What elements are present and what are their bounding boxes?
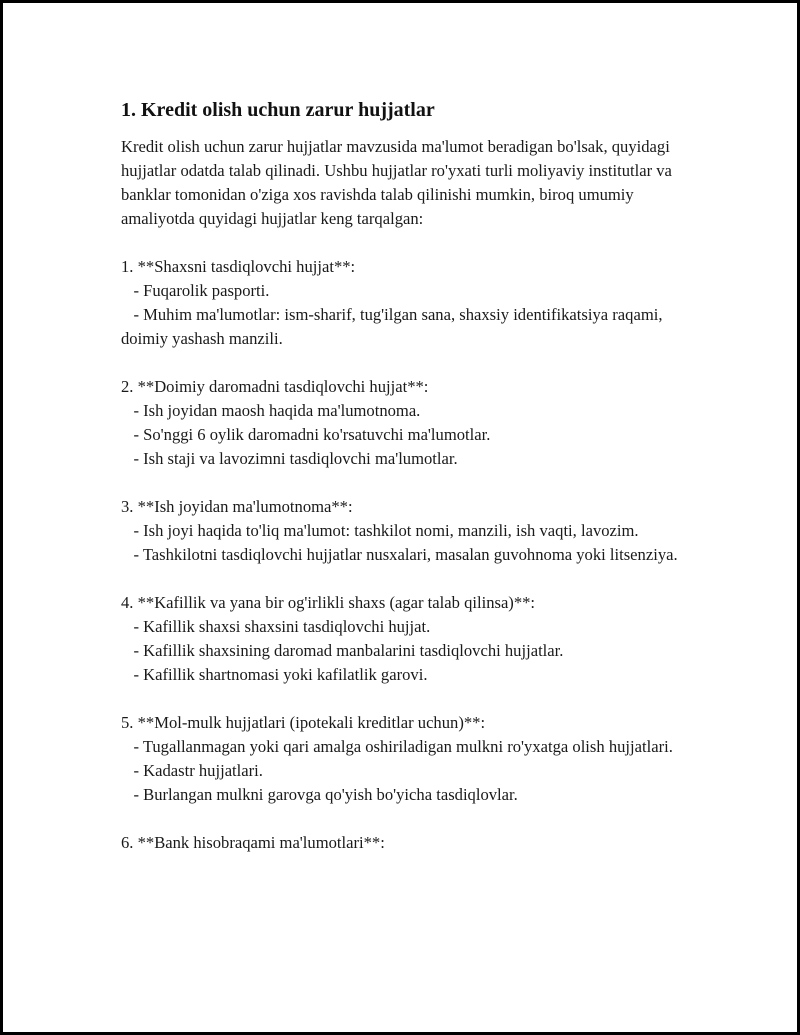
bullet-item: - Kafillik shaxsi shaxsini tasdiqlovchi hujjat. [133,617,431,636]
document-title: 1. Kredit olish uchun zarur hujjatlar [121,99,435,121]
section-heading: 2. **Doimiy daromadni tasdiqlovchi hujjat**: [121,377,429,396]
section-heading: 1. **Shaxsni tasdiqlovchi hujjat**: [121,257,356,276]
bullet-item: - Tashkilotni tasdiqlovchi hujjatlar nusxalari, masalan guvohnoma yoki litsenziya. [133,545,678,564]
bullet-item: - Muhim ma'lumotlar: ism-sharif, tug'ilgan sana, shaxsiy identifikatsiya raqami, doimiy yashash manzili. [121,305,663,348]
section-heading: 6. **Bank hisobraqami ma'lumotlari**: [121,833,385,852]
section-guarantor [121,591,711,687]
bullet-item: - Kadastr hujjatlari. [133,761,263,780]
intro-paragraph: Kredit olish uchun zarur hujjatlar mavzusida ma'lumot beradigan bo'lsak, quyidagi hujjatlar odatda talab qilinadi. Ushbu hujjatlar ro'yxati turli moliyaviy institutlar va banklar tomonidan o'ziga xos ravishda talab qilinishi mumkin, biroq umumiy amaliyotda quyidagi hujjatlar keng tarqalgan: [121,137,672,228]
bullet-item: - So'nggi 6 oylik daromadni ko'rsatuvchi ma'lumotlar. [133,425,491,444]
section-identity [121,255,711,351]
section-property [121,711,711,807]
bullet-item: - Burlangan mulkni garovga qo'yish bo'yicha tasdiqlovlar. [133,785,518,804]
bullet-item: - Ish joyi haqida to'liq ma'lumot: tashkilot nomi, manzili, ish vaqti, lavozim. [133,521,639,540]
section-heading: 4. **Kafillik va yana bir og'irlikli shaxs (agar talab qilinsa)**: [121,593,536,612]
document-body [121,97,711,879]
section-employment [121,495,711,567]
bullet-item: - Kafillik shaxsining daromad manbalarini tasdiqlovchi hujjatlar. [133,641,564,660]
bullet-item: - Tugallanmagan yoki qari amalga oshiriladigan mulkni ro'yxatga olish hujjatlari. [133,737,673,756]
bullet-item: - Fuqarolik pasporti. [133,281,270,300]
bullet-item: - Ish joyidan maosh haqida ma'lumotnoma. [133,401,421,420]
section-bank-account [121,831,711,855]
bullet-item: - Ish staji va lavozimni tasdiqlovchi ma'lumotlar. [133,449,458,468]
section-heading: 5. **Mol-mulk hujjatlari (ipotekali kreditlar uchun)**: [121,713,486,732]
bullet-item: - Kafillik shartnomasi yoki kafilatlik garovi. [133,665,428,684]
section-heading: 3. **Ish joyidan ma'lumotnoma**: [121,497,353,516]
section-income [121,375,711,471]
